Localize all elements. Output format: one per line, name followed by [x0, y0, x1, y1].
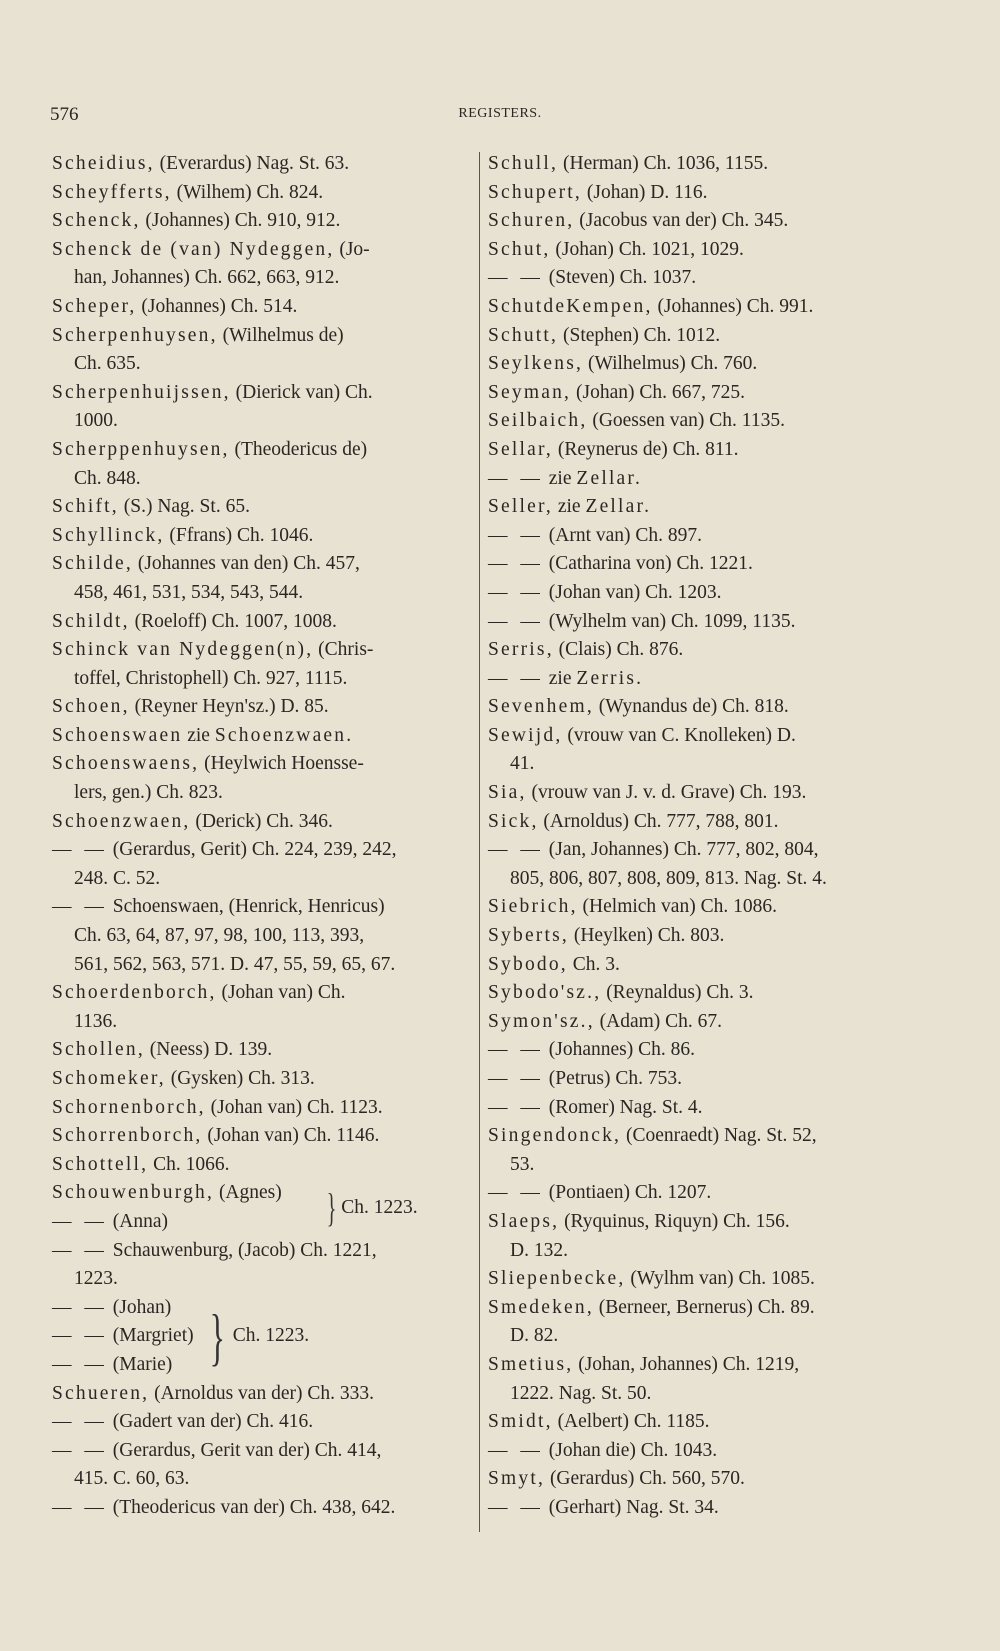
entry-text: (Jacobus van der) Ch. 345.	[574, 210, 789, 232]
entry-text: (Johan) Ch. 1021, 1029.	[550, 238, 744, 260]
brace-glyph: }	[209, 1300, 226, 1372]
entry-text: (Ffrans) Ch. 1046.	[164, 524, 314, 546]
brace-reference	[322, 1179, 418, 1236]
ditto-dash: — —	[488, 610, 544, 632]
entry-text: (Johan) Ch. 667, 725.	[571, 381, 745, 403]
entry-continuation: D. 132.	[510, 1239, 568, 1261]
index-entry	[52, 579, 457, 608]
cross-ref-headword: Zellar.	[585, 496, 652, 518]
entry-text: (Arnoldus van der) Ch. 333.	[149, 1382, 374, 1404]
entry-text: zie	[552, 496, 586, 518]
index-entry	[52, 436, 457, 465]
entry-text: (Helmich van) Ch. 1086.	[577, 896, 777, 918]
index-entry	[488, 608, 908, 637]
entry-headword: Schutt,	[488, 324, 559, 346]
entry-text: (Goessen van) Ch. 1135.	[587, 410, 785, 432]
entry-headword: Sellar,	[488, 438, 553, 460]
index-entry	[488, 493, 908, 522]
entry-text: (Stephen) Ch. 1012.	[558, 324, 721, 346]
entry-text: (Johan van) Ch. 1203.	[543, 581, 722, 603]
index-entry	[52, 893, 457, 922]
cross-ref-headword: Zellar.	[576, 467, 643, 489]
index-entry	[488, 436, 908, 465]
entry-text: (S.) Nag. St. 65.	[118, 496, 250, 518]
index-entry	[488, 1065, 908, 1094]
index-entry	[488, 579, 908, 608]
index-entry	[52, 693, 457, 722]
entry-text: (Johan, Johannes) Ch. 1219,	[573, 1353, 800, 1375]
entry-continuation: 248. C. 52.	[74, 867, 161, 889]
entry-text: (Arnoldus) Ch. 777, 788, 801.	[538, 810, 779, 832]
entry-headword: Scheidius,	[52, 153, 155, 174]
index-entry	[488, 1008, 908, 1037]
entry-headword: Smidt,	[488, 1411, 553, 1433]
ditto-dash: — —	[52, 1353, 108, 1375]
index-entry	[488, 1265, 908, 1294]
entry-continuation: han, Johannes) Ch. 662, 663, 912.	[74, 267, 340, 289]
entry-text: (Everardus) Nag. St. 63.	[154, 153, 350, 174]
index-entry	[488, 322, 908, 351]
cross-ref-headword: Zerris.	[576, 667, 644, 689]
entry-headword: Schut,	[488, 238, 551, 260]
index-entry	[52, 179, 457, 208]
entry-text: (Roeloff) Ch. 1007, 1008.	[129, 610, 337, 632]
entry-headword: Seller,	[488, 496, 553, 518]
running-head: REGISTERS.	[458, 106, 542, 121]
entry-text: (Gerardus) Ch. 560, 570.	[545, 1468, 745, 1490]
entry-text: zie	[182, 724, 215, 746]
ditto-dash: — —	[52, 1439, 108, 1461]
entry-text: (Dierick van) Ch.	[230, 381, 373, 403]
entry-headword: Symon'sz.,	[488, 1010, 595, 1032]
entry-text: (Reyner Heyn'sz.) D. 85.	[129, 696, 329, 718]
entry-text: (Gysken) Ch. 313.	[165, 1068, 315, 1089]
ditto-dash: — —	[52, 1496, 108, 1518]
entry-headword: Smedeken,	[488, 1296, 594, 1318]
entry-headword: Schorrenborch,	[52, 1125, 203, 1147]
index-entry	[488, 1322, 908, 1351]
entry-continuation: Ch. 63, 64, 87, 97, 98, 100, 113, 393,	[74, 925, 365, 947]
entry-headword: Schoenswaens,	[52, 753, 200, 775]
ditto-dash: — —	[488, 1182, 544, 1204]
ditto-dash: — —	[52, 1210, 108, 1232]
entry-text: (Marie)	[107, 1353, 173, 1375]
index-entry	[488, 750, 908, 779]
index-entry	[488, 1437, 908, 1466]
entry-continuation: 1222. Nag. St. 50.	[510, 1382, 652, 1404]
entry-text: (Reynerus de) Ch. 811.	[552, 438, 739, 460]
index-entry	[488, 379, 908, 408]
entry-headword: Schenck de (van) Nydeggen,	[52, 238, 335, 260]
ditto-dash: — —	[488, 1068, 544, 1089]
entry-text: (Wynandus de) Ch. 818.	[593, 696, 789, 718]
entry-continuation: 805, 806, 807, 808, 809, 813. Nag. St. 4.	[510, 867, 827, 889]
index-entry	[488, 1494, 908, 1523]
entry-text: (Johannes van den) Ch. 457,	[132, 553, 360, 575]
index-entry	[52, 865, 457, 894]
entry-text: (Johannes) Ch. 991.	[652, 295, 814, 317]
entry-headword: Smetius,	[488, 1353, 574, 1375]
entry-continuation: 1136.	[74, 1010, 118, 1032]
brace-group	[52, 1179, 457, 1236]
index-entry	[52, 264, 457, 293]
entry-continuation: Ch. 635.	[74, 353, 141, 375]
index-entry	[52, 1122, 457, 1151]
ditto-dash: — —	[488, 553, 544, 575]
entry-headword: Schollen,	[52, 1039, 145, 1061]
ditto-dash: — —	[488, 839, 544, 861]
ditto-dash: — —	[488, 1096, 544, 1118]
index-entry	[488, 179, 908, 208]
brace-glyph: }	[326, 1184, 337, 1230]
ditto-dash: — —	[52, 1325, 108, 1347]
entry-continuation: 41.	[510, 753, 535, 775]
ditto-dash: — —	[52, 1296, 108, 1318]
entry-headword: Syberts,	[488, 925, 569, 947]
entry-headword: Serris,	[488, 639, 554, 661]
entry-text: Ch. 3.	[567, 953, 620, 975]
entry-headword: Schift,	[52, 496, 119, 518]
index-entry	[52, 665, 457, 694]
cross-ref-headword: Schoenzwaen.	[214, 724, 354, 746]
entry-headword: Schilde,	[52, 553, 133, 575]
index-entry	[52, 1265, 457, 1294]
index-entry	[488, 350, 908, 379]
entry-text: (Coenraedt) Nag. St. 52,	[621, 1125, 817, 1147]
entry-text: (Clais) Ch. 876.	[553, 639, 684, 661]
entry-text: (Wylhelm van) Ch. 1099, 1135.	[543, 610, 796, 632]
entry-continuation: lers, gen.) Ch. 823.	[74, 782, 223, 804]
entry-text: (Theodericus de)	[229, 438, 368, 460]
index-entry	[488, 1237, 908, 1266]
entry-headword: Sick,	[488, 810, 539, 832]
index-entry	[488, 893, 908, 922]
index-entry	[488, 1294, 908, 1323]
entry-headword: Schyllinck,	[52, 524, 165, 546]
entry-text: (Ryquinus, Riquyn) Ch. 156.	[559, 1210, 790, 1232]
index-entry	[52, 1408, 457, 1437]
entry-headword: Schoerdenborch,	[52, 982, 217, 1004]
entry-headword: Schornenborch,	[52, 1096, 206, 1118]
ditto-dash: — —	[52, 896, 108, 918]
entry-text: Schauwenburg, (Jacob) Ch. 1221,	[107, 1239, 377, 1261]
index-entry	[488, 636, 908, 665]
entry-headword: Siebrich,	[488, 896, 578, 918]
entry-text: (Reynaldus) Ch. 3.	[601, 982, 754, 1004]
entry-text: (Theodericus van der) Ch. 438, 642.	[107, 1496, 396, 1518]
ditto-dash: — —	[488, 1439, 544, 1461]
index-entry	[52, 1008, 457, 1037]
index-entry	[52, 379, 457, 408]
ditto-dash: — —	[52, 1411, 108, 1433]
entry-text: Ch. 1066.	[148, 1153, 230, 1175]
entry-continuation: Ch. 848.	[74, 467, 141, 489]
index-entry	[488, 407, 908, 436]
column-divider	[479, 152, 480, 1532]
index-entry	[488, 1036, 908, 1065]
entry-text: (Johannes) Ch. 514.	[136, 295, 298, 317]
index-entry	[52, 808, 457, 837]
brace-group	[52, 1294, 457, 1380]
index-entry	[52, 465, 457, 494]
page-number: 576	[50, 104, 79, 125]
index-entry	[52, 293, 457, 322]
entry-text: (Arnt van) Ch. 897.	[543, 524, 703, 546]
ditto-dash: — —	[488, 581, 544, 603]
entry-headword: Seilbaich,	[488, 410, 588, 432]
entry-headword: Schenck,	[52, 210, 141, 232]
entry-text: (Jan, Johannes) Ch. 777, 802, 804,	[543, 839, 819, 861]
brace-ref-text: Ch. 1223.	[341, 1196, 418, 1218]
index-entry	[52, 407, 457, 436]
index-entry	[52, 350, 457, 379]
index-entry	[52, 750, 457, 779]
entry-headword: Slaeps,	[488, 1210, 560, 1232]
index-entry	[52, 1437, 457, 1466]
index-entry	[488, 808, 908, 837]
entry-headword: Singendonck,	[488, 1125, 622, 1147]
index-entry	[488, 722, 908, 751]
index-entry	[52, 322, 457, 351]
entry-headword: Schoenswaen	[52, 724, 183, 746]
entry-text: (Chris-	[313, 639, 374, 661]
index-entry	[52, 493, 457, 522]
entry-text: (Neess) D. 139.	[144, 1039, 273, 1061]
entry-text: (Gerhart) Nag. St. 34.	[543, 1496, 719, 1518]
entry-text: (Anna)	[107, 1210, 168, 1232]
entry-text: (Johan die) Ch. 1043.	[543, 1439, 718, 1461]
entry-headword: Schupert,	[488, 181, 582, 203]
entry-headword: Smyt,	[488, 1468, 546, 1490]
left-column	[52, 150, 457, 1523]
entry-continuation: toffel, Christophell) Ch. 927, 1115.	[74, 667, 348, 689]
ditto-dash: — —	[52, 839, 108, 861]
index-entry	[52, 207, 457, 236]
index-entry	[52, 522, 457, 551]
index-entry	[488, 1208, 908, 1237]
entry-continuation: D. 82.	[510, 1325, 559, 1347]
index-entry	[488, 1380, 908, 1409]
entry-headword: Scherpenhuysen,	[52, 324, 218, 346]
entry-headword: Schildt,	[52, 610, 130, 632]
entry-continuation: 415. C. 60, 63.	[74, 1468, 190, 1490]
index-entry	[52, 779, 457, 808]
index-entry	[52, 722, 457, 751]
entry-headword: Scheyfferts,	[52, 181, 172, 203]
index-entry	[52, 1065, 457, 1094]
index-entry	[488, 693, 908, 722]
entry-continuation: 1223.	[74, 1268, 118, 1290]
entry-headword: Sevenhem,	[488, 696, 594, 718]
index-entry	[488, 979, 908, 1008]
entry-continuation: 561, 562, 563, 571. D. 47, 55, 59, 65, 67.	[74, 953, 396, 975]
index-entry	[52, 236, 457, 265]
entry-text: (Gadert van der) Ch. 416.	[107, 1411, 314, 1433]
entry-continuation: 458, 461, 531, 534, 543, 544.	[74, 581, 304, 603]
entry-text: (vrouw van C. Knolleken) D.	[562, 724, 796, 746]
ditto-dash: — —	[488, 524, 544, 546]
entry-continuation: 1000.	[74, 410, 118, 432]
index-entry	[488, 1351, 908, 1380]
index-entry	[488, 865, 908, 894]
brace-reference	[202, 1294, 309, 1380]
index-entry	[52, 836, 457, 865]
entry-headword: Scherppenhuysen,	[52, 438, 230, 460]
brace-ref-text: Ch. 1223.	[232, 1325, 310, 1347]
index-entry	[488, 1179, 908, 1208]
right-column	[488, 150, 908, 1523]
index-entry	[52, 636, 457, 665]
entry-headword: Schottell,	[52, 1153, 149, 1175]
entry-headword: Schinck van Nydeggen(n),	[52, 639, 314, 661]
index-entry	[52, 1465, 457, 1494]
index-entry	[488, 1094, 908, 1123]
entry-text: (Johan van) Ch.	[216, 982, 346, 1004]
entry-headword: Sewijd,	[488, 724, 563, 746]
entry-text: Schoenswaen, (Henrick, Henricus)	[107, 896, 385, 918]
index-entry	[488, 951, 908, 980]
entry-headword: Sia,	[488, 782, 527, 804]
entry-text: (Johan)	[107, 1296, 172, 1318]
index-entry	[488, 1465, 908, 1494]
entry-text: (Heylwich Hoensse-	[199, 753, 364, 775]
index-entry	[488, 922, 908, 951]
index-entry	[488, 550, 908, 579]
index-entry	[488, 1122, 908, 1151]
index-entry	[52, 1151, 457, 1180]
entry-headword: Scherpenhuijssen,	[52, 381, 231, 403]
entry-text: zie	[543, 467, 577, 489]
entry-text: (Catharina von) Ch. 1221.	[543, 553, 753, 575]
entry-text: (Pontiaen) Ch. 1207.	[543, 1182, 712, 1204]
entry-text: (Steven) Ch. 1037.	[543, 267, 697, 289]
index-entry	[52, 1237, 457, 1266]
index-entry	[488, 264, 908, 293]
entry-headword: Sybodo'sz.,	[488, 982, 602, 1004]
entry-text: (Aelbert) Ch. 1185.	[552, 1411, 710, 1433]
entry-text: (Agnes)	[214, 1182, 282, 1204]
entry-text: (Wilhelmus de)	[217, 324, 344, 346]
ditto-dash: — —	[488, 667, 544, 689]
entry-headword: Schomeker,	[52, 1068, 166, 1089]
entry-text: (Wylhm van) Ch. 1085.	[625, 1268, 815, 1290]
entry-text: zie	[543, 667, 577, 689]
entry-headword: Sybodo,	[488, 953, 568, 975]
entry-text: (Heylken) Ch. 803.	[568, 925, 725, 947]
entry-text: (Johan) D. 116.	[582, 181, 708, 203]
entry-headword: Schuren,	[488, 210, 575, 232]
ditto-dash: — —	[52, 1239, 108, 1261]
index-entry	[52, 550, 457, 579]
entry-headword: Schouwenburgh,	[52, 1182, 215, 1204]
entry-headword: SchutdeKempen,	[488, 295, 653, 317]
ditto-dash: — —	[488, 1039, 544, 1061]
entry-continuation: 53.	[510, 1153, 535, 1175]
entry-headword: Schull,	[488, 153, 559, 174]
ditto-dash: — —	[488, 1496, 544, 1518]
index-entry	[52, 1494, 457, 1523]
entry-headword: Sliepenbecke,	[488, 1268, 626, 1290]
index-entry	[488, 836, 908, 865]
index-entry	[52, 150, 457, 179]
ditto-dash: — —	[488, 467, 544, 489]
index-entry	[52, 1036, 457, 1065]
entry-text: (Gerardus, Gerit) Ch. 224, 239, 242,	[107, 839, 397, 861]
entry-headword: Schueren,	[52, 1382, 150, 1404]
index-entry	[52, 1380, 457, 1409]
entry-text: (Johan van) Ch. 1146.	[202, 1125, 380, 1147]
entry-text: (Romer) Nag. St. 4.	[543, 1096, 703, 1118]
index-entry	[488, 465, 908, 494]
entry-text: (Margriet)	[107, 1325, 194, 1347]
index-entry	[488, 665, 908, 694]
entry-text: (Johan van) Ch. 1123.	[205, 1096, 383, 1118]
index-entry	[488, 207, 908, 236]
entry-text: (Johannes) Ch. 910, 912.	[140, 210, 341, 232]
index-entry	[52, 922, 457, 951]
index-entry	[52, 608, 457, 637]
entry-headword: Seyman,	[488, 381, 572, 403]
entry-text: (Petrus) Ch. 753.	[543, 1068, 682, 1089]
entry-headword: Seylkens,	[488, 353, 584, 375]
entry-headword: Schoenzwaen,	[52, 810, 191, 832]
index-entry	[52, 979, 457, 1008]
entry-text: (Herman) Ch. 1036, 1155.	[558, 153, 769, 174]
entry-text: (Adam) Ch. 67.	[594, 1010, 723, 1032]
index-entry	[488, 779, 908, 808]
index-entry	[52, 951, 457, 980]
entry-text: (vrouw van J. v. d. Grave) Ch. 193.	[526, 782, 807, 804]
index-entry	[488, 522, 908, 551]
ditto-dash: — —	[488, 267, 544, 289]
index-entry	[52, 1094, 457, 1123]
index-entry	[488, 236, 908, 265]
entry-text: (Wilhelmus) Ch. 760.	[583, 353, 758, 375]
index-entry	[488, 150, 908, 179]
entry-headword: Scheper,	[52, 295, 137, 317]
index-entry	[488, 1151, 908, 1180]
index-entry	[488, 293, 908, 322]
index-entry	[488, 1408, 908, 1437]
entry-text: (Berneer, Bernerus) Ch. 89.	[593, 1296, 815, 1318]
entry-headword: Schoen,	[52, 696, 130, 718]
entry-text: (Johannes) Ch. 86.	[543, 1039, 695, 1061]
entry-text: (Jo-	[334, 238, 370, 260]
entry-text: (Wilhem) Ch. 824.	[171, 181, 324, 203]
entry-text: (Gerardus, Gerit van der) Ch. 414,	[107, 1439, 382, 1461]
entry-text: (Derick) Ch. 346.	[190, 810, 333, 832]
